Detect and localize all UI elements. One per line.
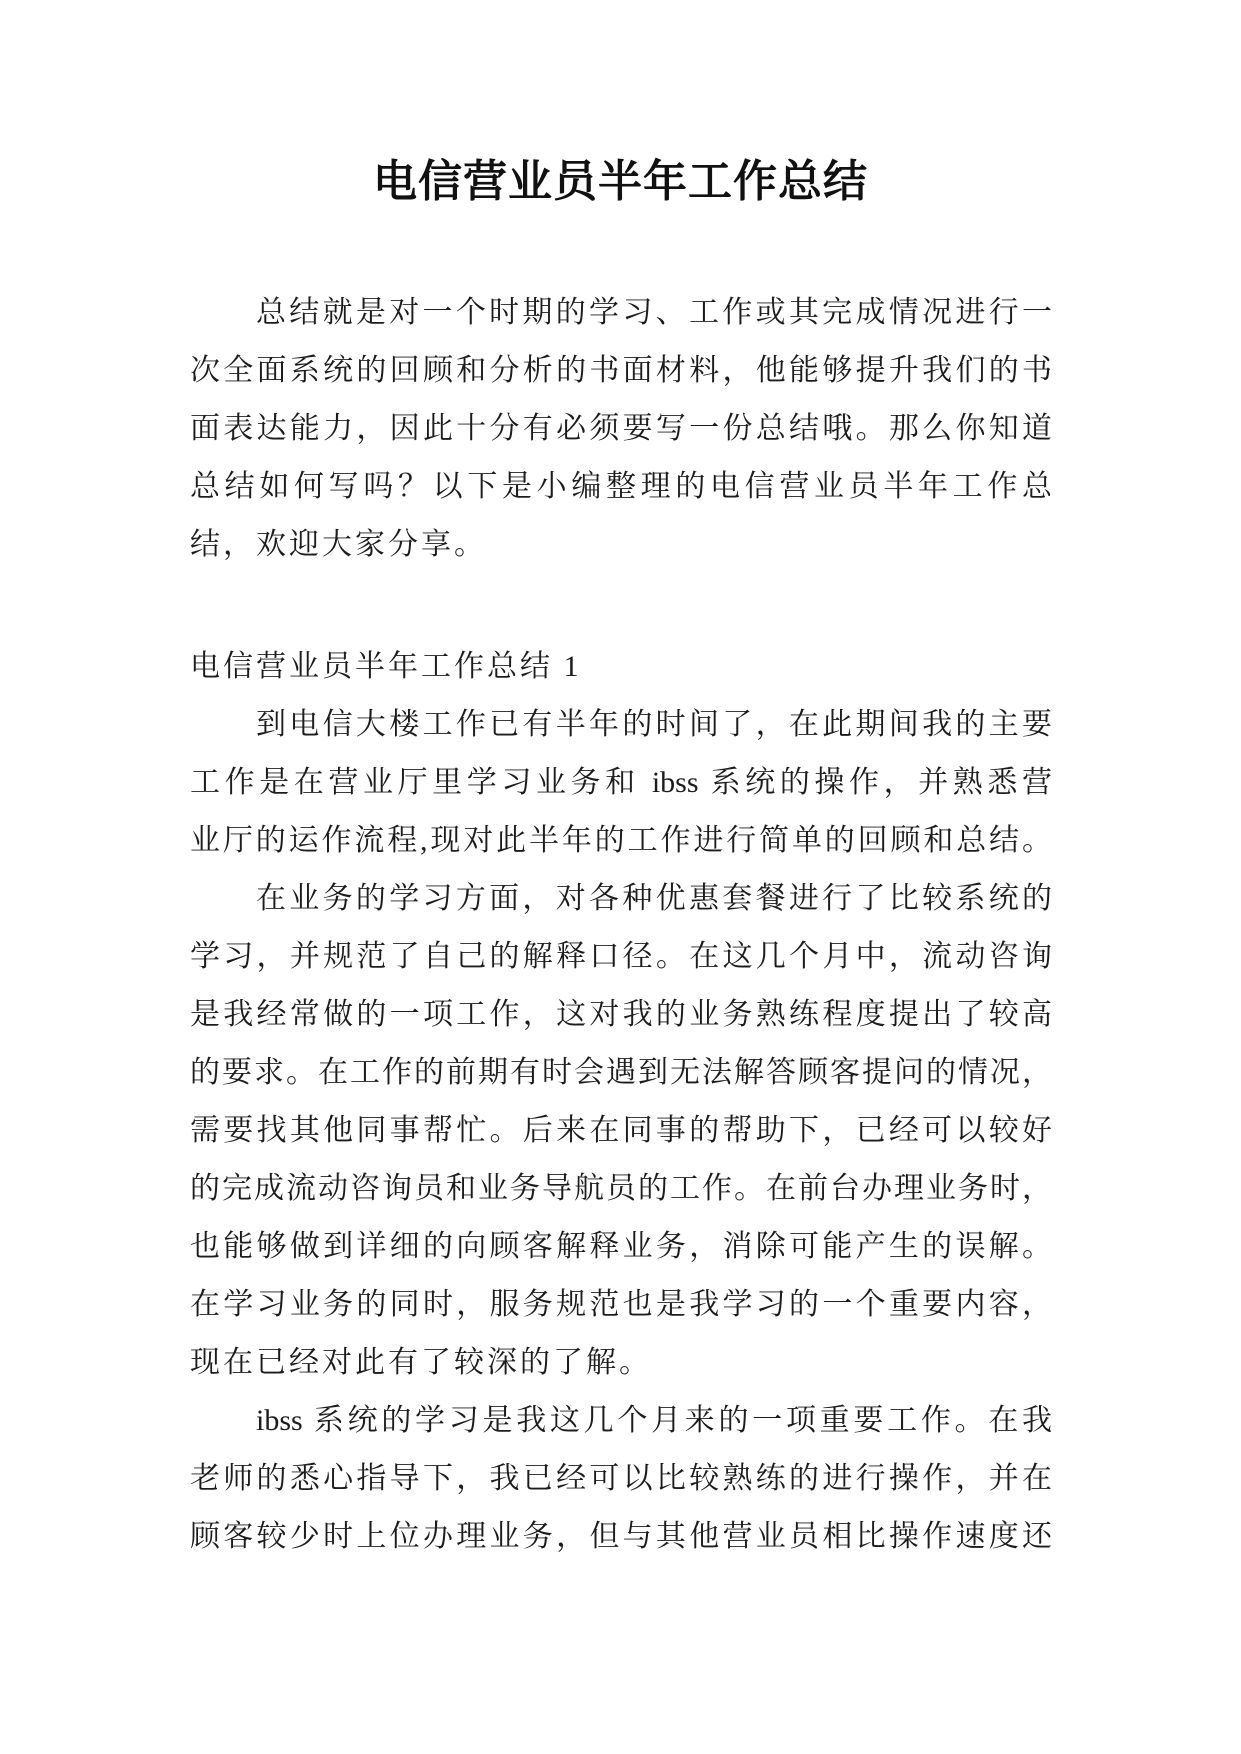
intro-line: 总结就是对一个时期的学习、工作或其完成情况进行一 (256, 296, 1052, 329)
paragraph-line: 需要找其他同事帮忙。后来在同事的帮助下，已经可以较好 (190, 1114, 1052, 1147)
section-heading: 电信营业员半年工作总结 1 (190, 650, 582, 683)
section-1-paragraph-3 (190, 1392, 1052, 1566)
intro-line: 面表达能力，因此十分有必须要写一份总结哦。那么你知道 (190, 412, 1052, 445)
paragraph-line: 老师的悉心指导下，我已经可以比较熟练的进行操作，并在 (190, 1462, 1052, 1495)
paragraph-line: 业厅的运作流程,现对此半年的工作进行简单的回顾和总结。 (190, 824, 1052, 857)
intro-line: 结，欢迎大家分享。 (190, 528, 487, 561)
document-body (190, 284, 1052, 1566)
document-title: 电信营业员半年工作总结 (373, 157, 868, 206)
section-1-paragraph-2 (190, 870, 1052, 1392)
intro-paragraph (190, 284, 1052, 574)
paragraph-line: 工作是在营业厅里学习业务和 ibss 系统的操作，并熟悉营 (190, 766, 1052, 799)
paragraph-line: 现在已经对此有了较深的了解。 (190, 1346, 652, 1379)
section-1-paragraph-1 (190, 696, 1052, 870)
section-1 (190, 638, 1052, 1566)
paragraph-line: 顾客较少时上位办理业务，但与其他营业员相比操作速度还 (190, 1520, 1052, 1553)
intro-line: 次全面系统的回顾和分析的书面材料，他能够提升我们的书 (190, 354, 1052, 387)
paragraph-line: 在学习业务的同时，服务规范也是我学习的一个重要内容， (190, 1288, 1052, 1321)
paragraph-line: 的完成流动咨询员和业务导航员的工作。在前台办理业务时， (190, 1172, 1052, 1205)
paragraph-line: 到电信大楼工作已有半年的时间了，在此期间我的主要 (256, 708, 1052, 741)
paragraph-line: ibss 系统的学习是我这几个月来的一项重要工作。在我 (256, 1404, 1052, 1437)
paragraph-line: 学习，并规范了自己的解释口径。在这几个月中，流动咨询 (190, 940, 1052, 973)
paragraph-line: 也能够做到详细的向顾客解释业务，消除可能产生的误解。 (190, 1230, 1052, 1263)
intro-line: 总结如何写吗？以下是小编整理的电信营业员半年工作总 (190, 470, 1052, 503)
paragraph-line: 是我经常做的一项工作，这对我的业务熟练程度提出了较高 (190, 998, 1052, 1031)
paragraph-line: 在业务的学习方面，对各种优惠套餐进行了比较系统的 (256, 882, 1052, 915)
paragraph-line: 的要求。在工作的前期有时会遇到无法解答顾客提问的情况， (190, 1056, 1052, 1089)
